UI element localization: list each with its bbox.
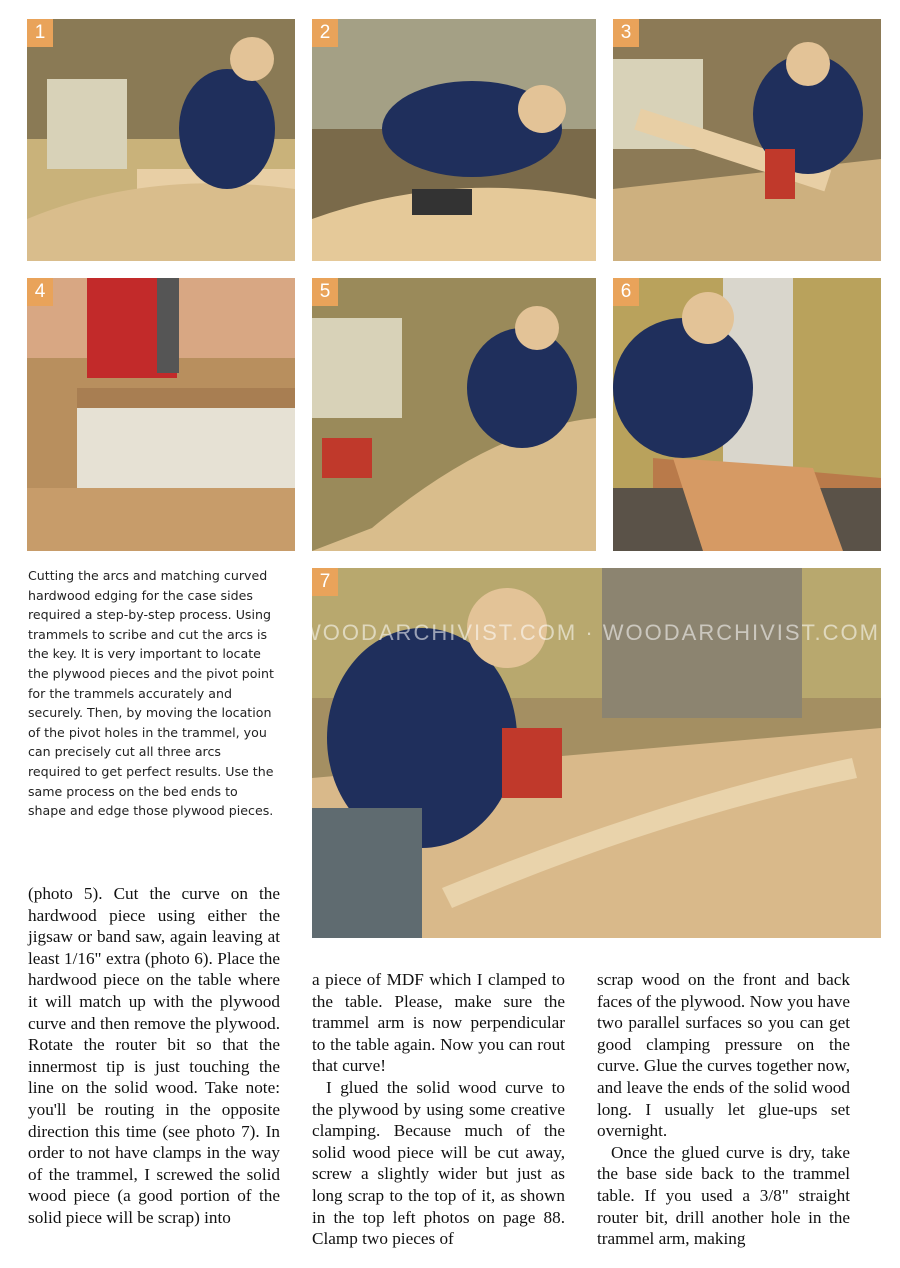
- photo-number-2: 2: [312, 19, 338, 47]
- photo-1: [27, 19, 295, 261]
- photo-2: [312, 19, 596, 261]
- column-3-paragraph-2: Once the glued curve is dry, take the base side back to the trammel table. If you used a 3/8" straight router bit, drill another hole in the trammel arm, making: [597, 1142, 850, 1249]
- caption-text: Cutting the arcs and matching curved hardwood edging for the case sides required a step-by-step process. Using trammels to scribe and cut the arcs is the key. It is very important to locate the plywood pieces and the pivot point for the trammels accurately and securely. Then, by moving the location of the pivot holes in the trammel, you can precisely cut all three arcs required to get perfect results. Use the same process on the bed ends to shape and edge those plywood pieces.: [28, 568, 274, 819]
- photo-number-6: 6: [613, 278, 639, 306]
- photo-1-image: [27, 19, 295, 261]
- photo-caption: [28, 566, 276, 821]
- photo-3: [613, 19, 881, 261]
- column-3-paragraph-1: scrap wood on the front and back faces of the plywood. Now you have two parallel surfaces so you can get good clamping pressure on the curve. Glue the curves together now, and leave the ends of the solid wood long. I usually let glue-ups set overnight.: [597, 970, 850, 1141]
- photo-5: [312, 278, 596, 551]
- photo-2-image: [312, 19, 596, 261]
- watermark-text: WOODARCHIVIST.COM · WOODARCHIVIST.COM: [300, 620, 880, 645]
- photo-3-image: [613, 19, 881, 261]
- body-column-1: [28, 883, 280, 1229]
- photo-4: [27, 278, 295, 551]
- body-column-2: [312, 969, 565, 1250]
- photo-4-image: [27, 278, 295, 551]
- column-2-paragraph-2: I glued the solid wood curve to the plywood by using some creative clamping. Because much of the solid wood piece will be cut away, screw a slightly wider but just as long scrap to the top of it, as shown in the top left photos on page 88. Clamp two pieces of: [312, 1077, 565, 1249]
- column-2-paragraph-1: a piece of MDF which I clamped to the table. Please, make sure the trammel arm is now perpendicular to the table again. Now you can rout that curve!: [312, 970, 565, 1076]
- photo-number-5: 5: [312, 278, 338, 306]
- body-column-3: [597, 969, 850, 1250]
- photo-number-3: 3: [613, 19, 639, 47]
- photo-number-7: 7: [312, 568, 338, 596]
- photo-number-1: 1: [27, 19, 53, 47]
- photo-number-4: 4: [27, 278, 53, 306]
- column-1-paragraph: (photo 5). Cut the curve on the hardwood piece using either the jigsaw or band saw, again leaving at least 1/16" extra (photo 6). Place the hardwood piece on the table where it will match up with the plywood curve and then remove the plywood. Rotate the router bit so that the innermost tip is just touching the line on the solid wood. Take note: you'll be routing in the opposite direction this time (see photo 7). In order to not have clamps in the way of the trammel, I screwed the solid wood piece (a good portion of the solid piece will be scrap) into: [28, 884, 280, 1227]
- photo-6: [613, 278, 881, 551]
- photo-6-image: [613, 278, 881, 551]
- photo-5-image: [312, 278, 596, 551]
